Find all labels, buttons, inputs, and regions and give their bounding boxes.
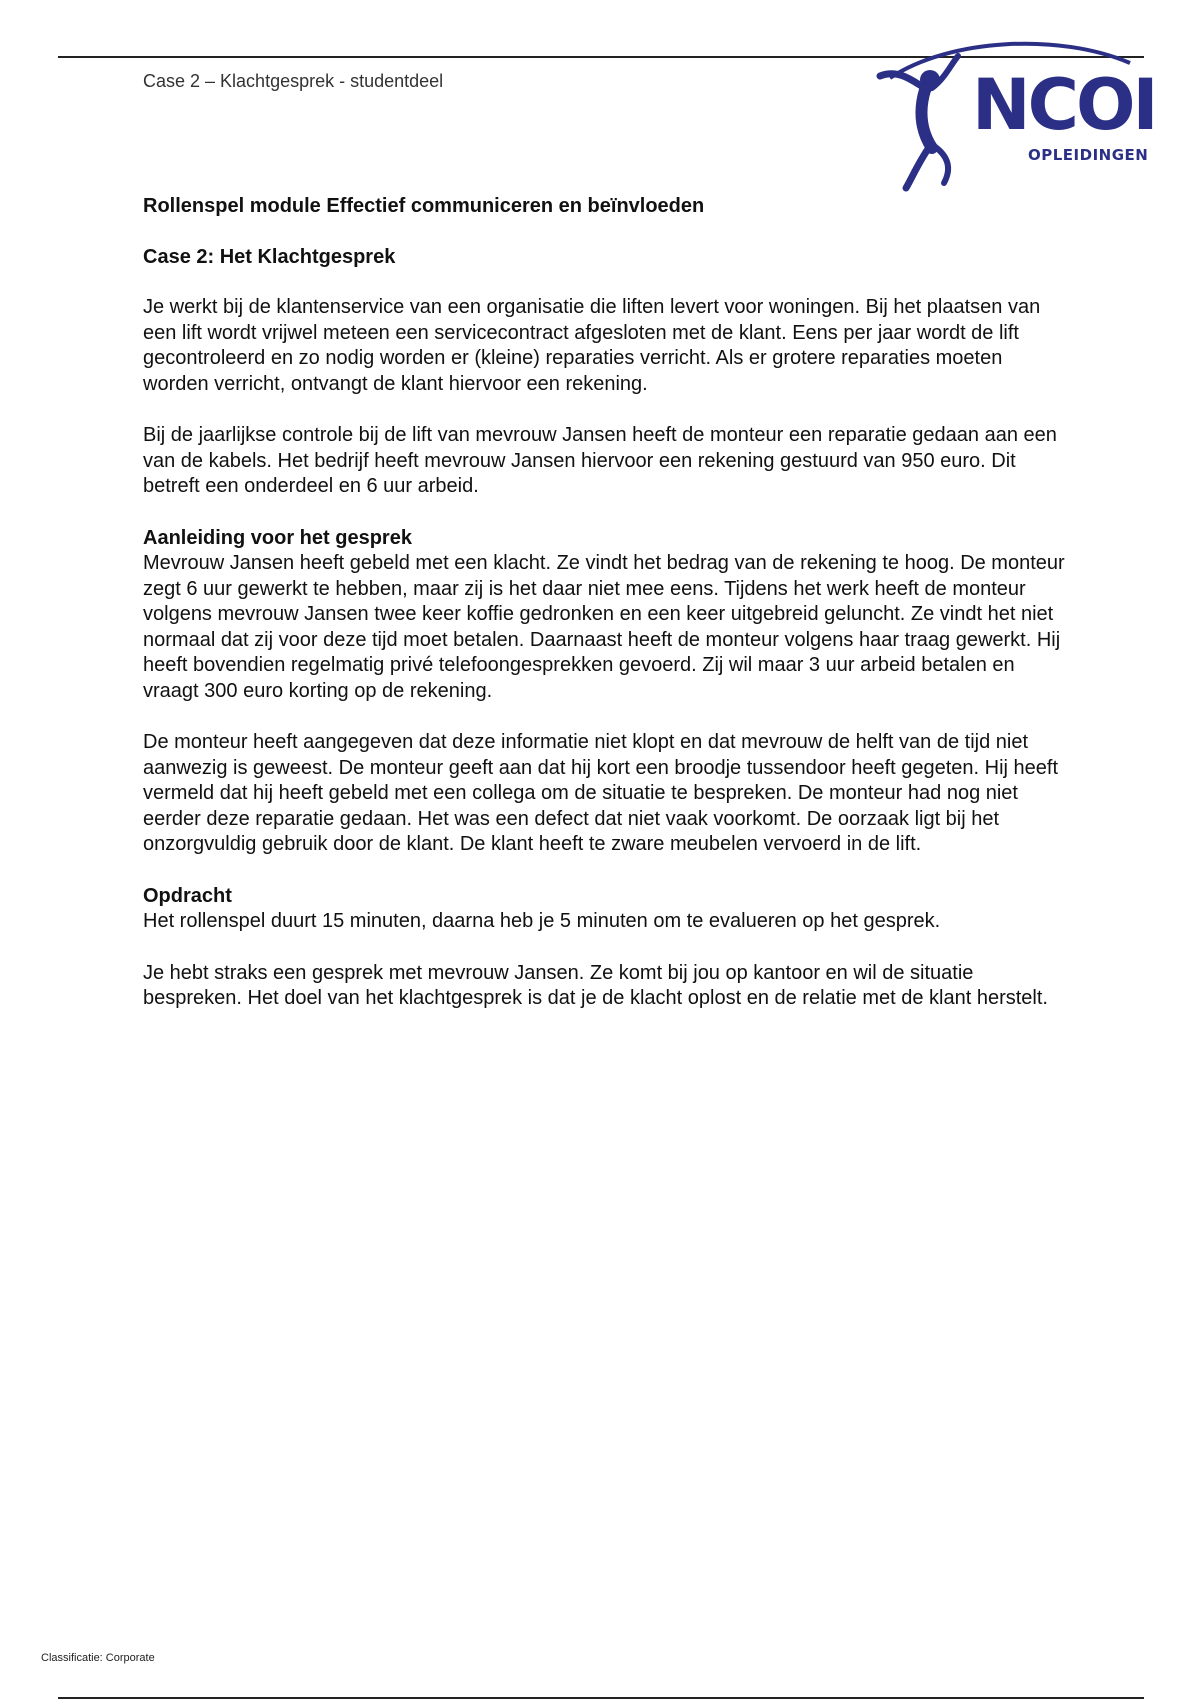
aanleiding-heading: Aanleiding voor het gesprek xyxy=(143,526,412,549)
opdracht-paragraph: Het rollenspel duurt 15 minuten, daarna heb je 5 minuten om te evalueren op het gesprek. xyxy=(143,910,941,932)
footer-divider xyxy=(58,1697,1144,1699)
logo-subtext: OPLEIDINGEN xyxy=(1028,146,1149,164)
aanleiding-paragraph: Mevrouw Jansen heeft gebeld met een klacht. Ze vindt het bedrag van de rekening te hoog. De monteur zegt 6 uur gewerkt te hebben, maar zij is het daar niet mee eens. Tijdens het werk heeft de monteur volgens mevrouw Jansen twee keer koffie gedronken en een keer uitgebreid geluncht. Ze vindt het niet normaal dat zij voor deze tijd moet betalen. Daarnaast heeft de monteur volgens haar traag gewerkt. Hij heeft bovendien regelmatig privé telefoongesprekken gevoerd. Zij wil maar 3 uur arbeid betalen en vraagt 300 euro korting op de rekening. xyxy=(143,552,1065,702)
case-title: Case 2: Het Klachtgesprek xyxy=(143,245,396,268)
opdracht-heading: Opdracht xyxy=(143,884,232,907)
module-title: Rollenspel module Effectief communiceren en beïnvloeden xyxy=(143,195,705,217)
aanleiding-paragraph: De monteur heeft aangegeven dat deze informatie niet klopt en dat mevrouw de helft van de tijd niet aanwezig is geweest. De monteur geeft aan dat hij kort een broodje tussendoor heeft gegeten. Hij heeft vermeld dat hij heeft gebeld met een collega om de situatie te bespreken. De monteur had nog niet eerder deze reparatie gedaan. Het was een defect dat niet vaak voorkomt. De oorzaak ligt bij het onzorgvuldig gebruik door de klant. De klant heeft te zware meubelen vervoerd in de lift. xyxy=(143,731,1059,855)
logo-wordmark: NCOI xyxy=(972,64,1156,146)
classification-label: Classificatie: Corporate xyxy=(41,1652,155,1664)
intro-paragraph: Je werkt bij de klantenservice van een organisatie die liften levert voor woningen. Bij het plaatsen van een lift wordt vrijwel meteen een servicecontract afgesloten met de klant. Eens per jaar wordt de lift gecontroleerd en zo nodig worden er (kleine) reparaties verricht. Als er grotere reparaties moeten worden verricht, ontvangt de klant hiervoor een rekening. xyxy=(143,296,1041,395)
opdracht-paragraph: Je hebt straks een gesprek met mevrouw Jansen. Ze komt bij jou op kantoor en wil de situatie bespreken. Het doel van het klachtgesprek is dat je de klacht oplost en de relatie met de klant herstelt. xyxy=(143,961,1048,1009)
document-body xyxy=(143,194,1068,1038)
intro-paragraph: Bij de jaarlijkse controle bij de lift van mevrouw Jansen heeft de monteur een reparatie gedaan aan een van de kabels. Het bedrijf heeft mevrouw Jansen hiervoor een rekening gestuurd van 950 euro. Dit betreft een onderdeel en 6 uur arbeid. xyxy=(143,424,1057,497)
running-header: Case 2 – Klachtgesprek - studentdeel xyxy=(143,71,444,91)
ncoi-logo xyxy=(870,38,1160,208)
